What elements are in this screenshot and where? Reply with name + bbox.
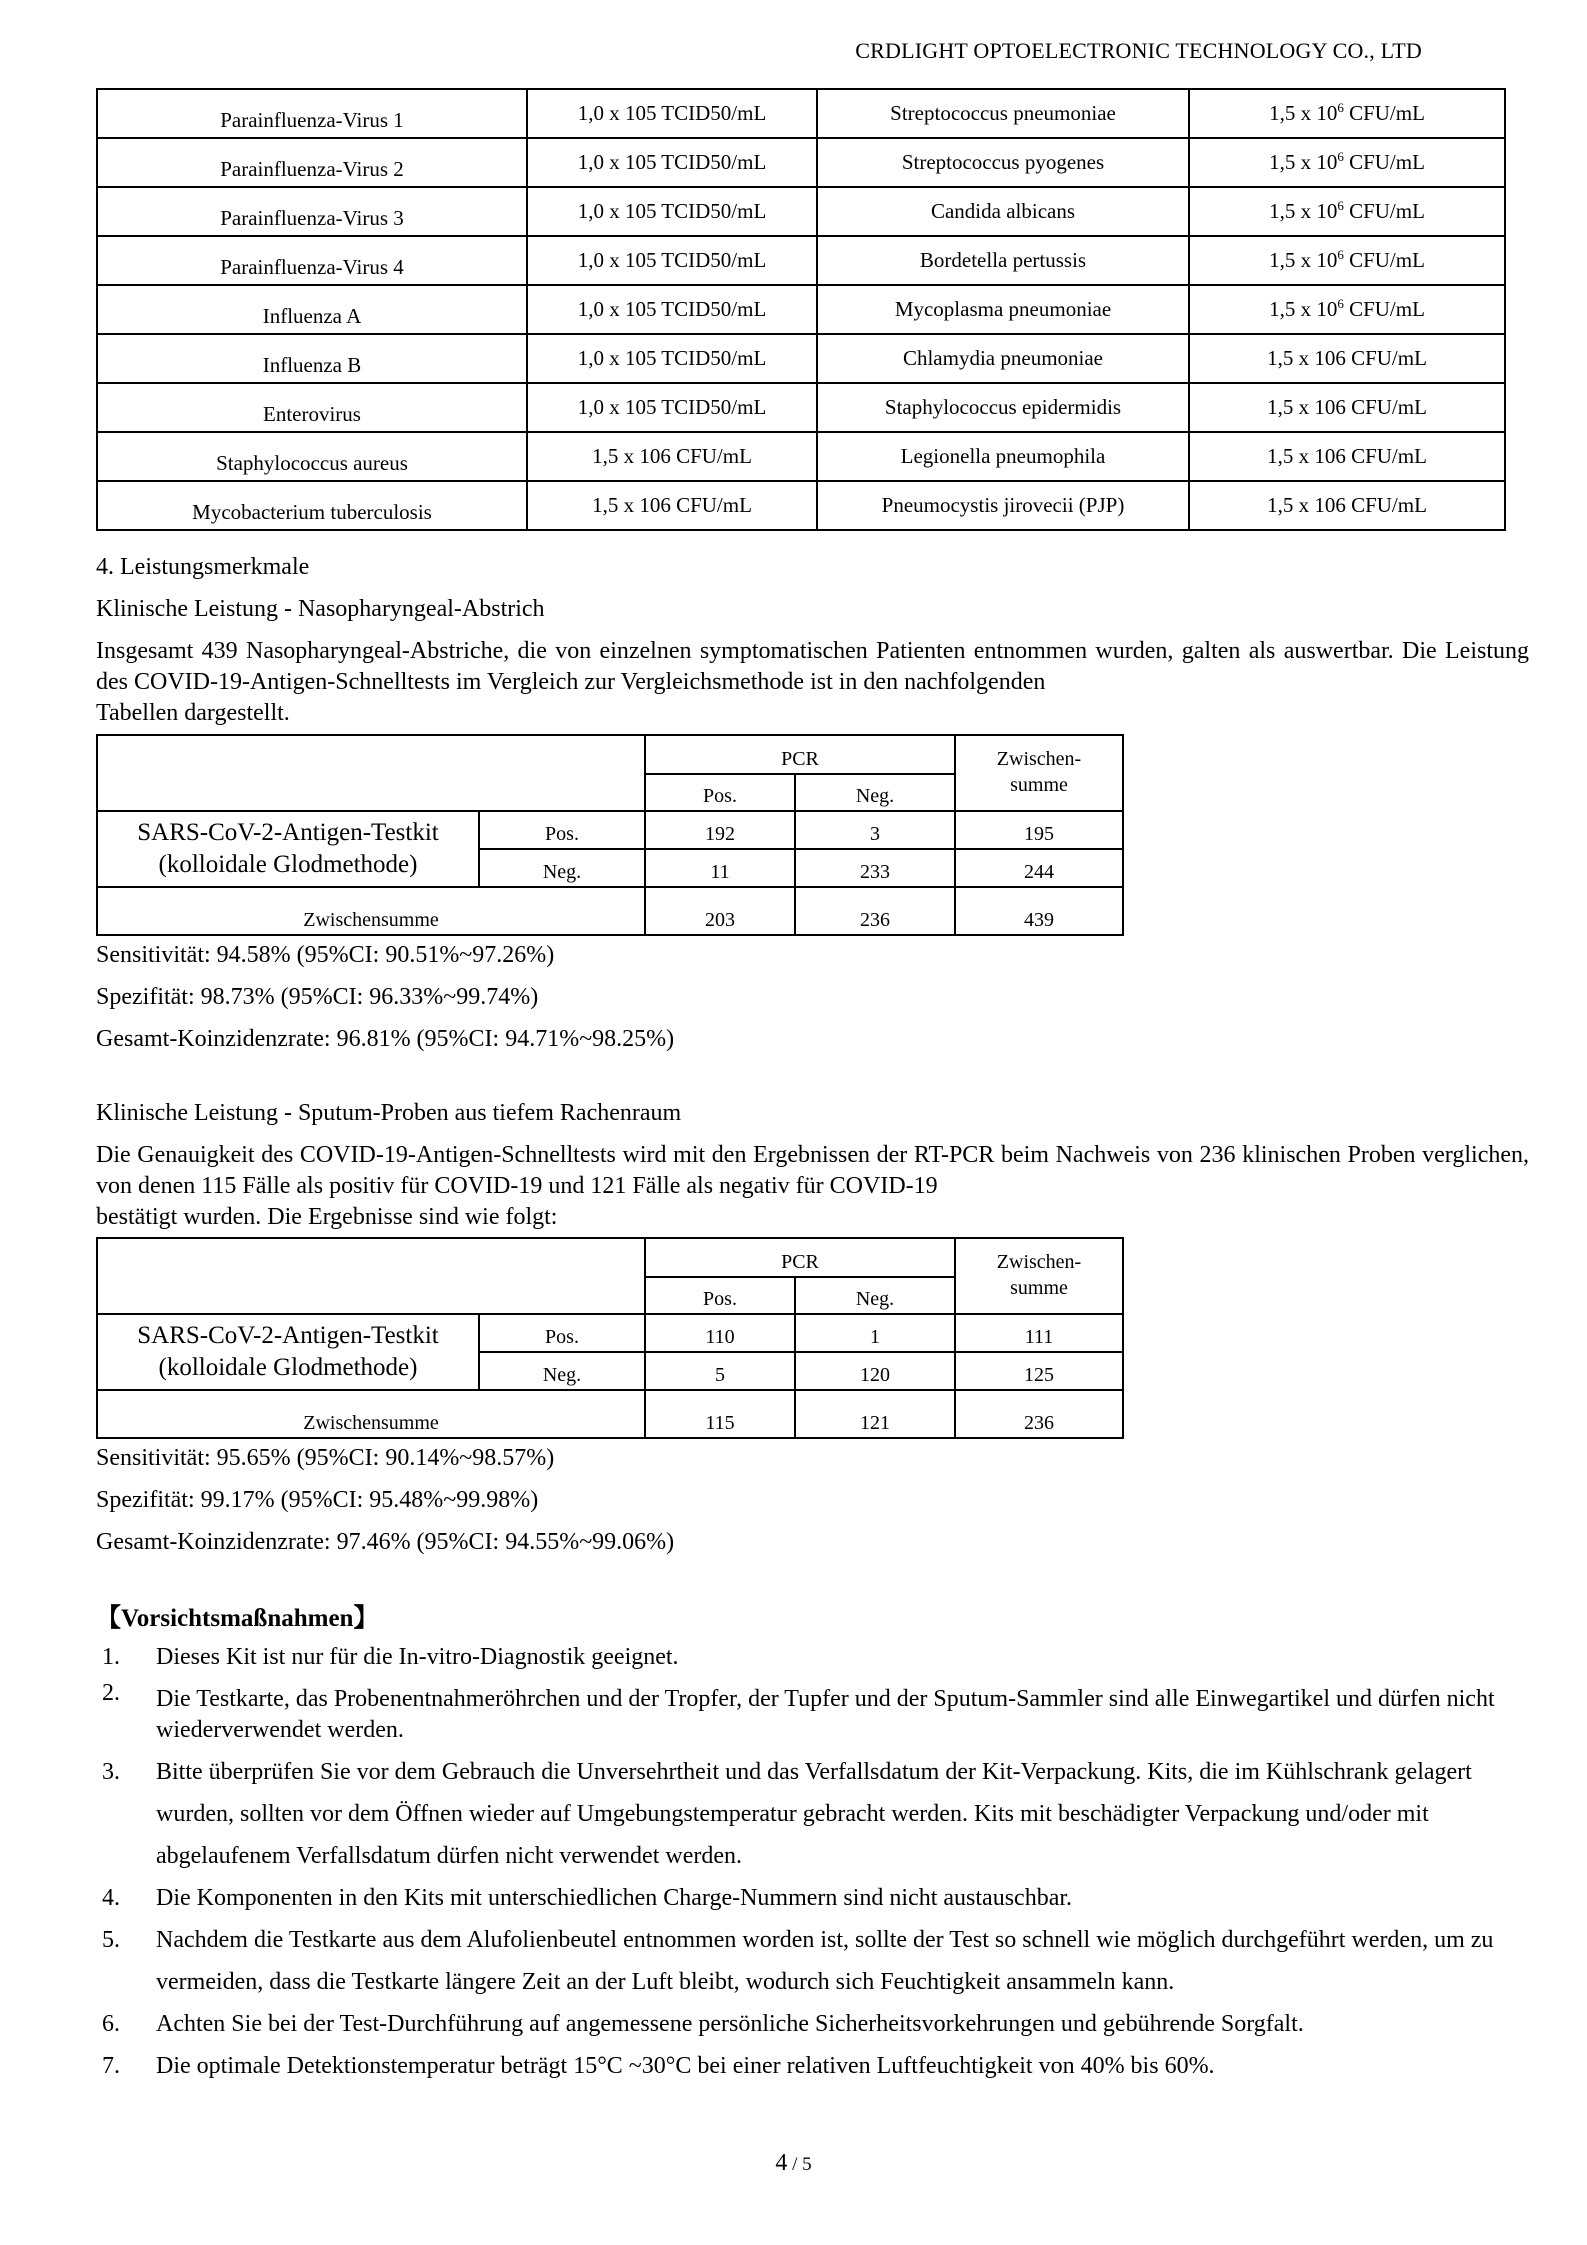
- organism-concentration: 1,0 x 105 TCID50/mL: [527, 383, 817, 432]
- empty-corner-cell: [97, 735, 645, 811]
- concentration-base: 1,5 x 106 CFU/mL: [1267, 346, 1427, 370]
- sputum-paragraph: [96, 1140, 1529, 1233]
- cell-pos-pos: 110: [645, 1314, 795, 1352]
- cell-neg-neg: 233: [795, 849, 955, 887]
- organism-name: Streptococcus pneumoniae: [817, 89, 1189, 138]
- organism-name: Streptococcus pyogenes: [817, 138, 1189, 187]
- cross-table-row: [97, 89, 1505, 138]
- page-total: / 5: [787, 2154, 812, 2175]
- concentration-unit: CFU/mL: [1343, 150, 1425, 174]
- precautions-title: 【Vorsichtsmaßnahmen】: [96, 1605, 379, 1632]
- pcr-neg-header: Neg.: [795, 1277, 955, 1314]
- cell-subtotal-pos: 203: [645, 887, 795, 935]
- organism-concentration: 1,0 x 105 TCID50/mL: [527, 187, 817, 236]
- precaution-number: 6.: [102, 2011, 120, 2037]
- precaution-item: [96, 1678, 1536, 1751]
- concentration-unit: CFU/mL: [1343, 297, 1425, 321]
- subtotal-column-header: Zwischen- summe: [955, 735, 1123, 811]
- sputum-results-table: [96, 1237, 1124, 1439]
- cell-neg-pos: 11: [645, 849, 795, 887]
- empty-corner-cell: [97, 1238, 645, 1314]
- organism-name: Parainfluenza-Virus 3: [97, 187, 527, 236]
- organism-concentration: [1189, 383, 1505, 432]
- concentration-base: 1,5 x 106 CFU/mL: [1267, 395, 1427, 419]
- np-paragraph-last-line: Tabellen dargestellt.: [96, 700, 290, 726]
- organism-name: Enterovirus: [97, 383, 527, 432]
- precaution-text: Die Testkarte, das Probenentnahmeröhrchen und der Tropfer, der Tupfer und der Sputum-Sammler sind alle Einwegartikel und dürfen nicht wiederverwendet werden.: [156, 1686, 1495, 1743]
- sputum-coincidence-rate: Gesamt-Koinzidenzrate: 97.46% (95%CI: 94.55%~99.06%): [96, 1529, 675, 1555]
- organism-name: Parainfluenza-Virus 2: [97, 138, 527, 187]
- cell-subtotal-neg: 236: [795, 887, 955, 935]
- organism-concentration: [1189, 285, 1505, 334]
- concentration-unit: CFU/mL: [1343, 248, 1425, 272]
- precaution-item: [96, 2045, 1536, 2087]
- test-kit-label: SARS-CoV-2-Antigen-Testkit (kolloidale Glodmethode): [97, 811, 479, 887]
- organism-concentration: 1,5 x 106 CFU/mL: [527, 432, 817, 481]
- cross-table-row: [97, 138, 1505, 187]
- cross-table-row: [97, 236, 1505, 285]
- organism-concentration: 1,0 x 105 TCID50/mL: [527, 334, 817, 383]
- pcr-pos-header: Pos.: [645, 1277, 795, 1314]
- cell-pos-subtotal: 195: [955, 811, 1123, 849]
- np-section-title: Klinische Leistung - Nasopharyngeal-Abstrich: [96, 596, 545, 622]
- organism-concentration: 1,5 x 106 CFU/mL: [527, 481, 817, 530]
- pcr-neg-header: Neg.: [795, 774, 955, 811]
- precaution-text: Dieses Kit ist nur für die In-vitro-Diagnostik geeignet.: [156, 1644, 679, 1670]
- cell-neg-subtotal: 125: [955, 1352, 1123, 1390]
- precaution-number: 1.: [102, 1644, 120, 1670]
- np-coincidence-rate: Gesamt-Koinzidenzrate: 96.81% (95%CI: 94.71%~98.25%): [96, 1026, 675, 1052]
- cell-neg-neg: 120: [795, 1352, 955, 1390]
- np-sensitivity: Sensitivität: 94.58% (95%CI: 90.51%~97.26%): [96, 942, 555, 968]
- concentration-exponent: 6: [1337, 296, 1344, 311]
- cross-reactivity-table: [96, 88, 1506, 531]
- np-results-table: [96, 734, 1124, 936]
- organism-concentration: [1189, 481, 1505, 530]
- organism-name: Parainfluenza-Virus 1: [97, 89, 527, 138]
- page-number: [0, 2150, 1587, 2177]
- organism-concentration: 1,0 x 105 TCID50/mL: [527, 236, 817, 285]
- row-neg-label: Neg.: [479, 1352, 645, 1390]
- organism-name: Candida albicans: [817, 187, 1189, 236]
- organism-concentration: [1189, 89, 1505, 138]
- organism-name: Influenza A: [97, 285, 527, 334]
- organism-name: Influenza B: [97, 334, 527, 383]
- cell-pos-neg: 1: [795, 1314, 955, 1352]
- np-paragraph: [96, 636, 1529, 729]
- cell-grand-total: 439: [955, 887, 1123, 935]
- concentration-exponent: 6: [1337, 100, 1344, 115]
- row-pos-label: Pos.: [479, 811, 645, 849]
- cell-pos-pos: 192: [645, 811, 795, 849]
- organism-name: Pneumocystis jirovecii (PJP): [817, 481, 1189, 530]
- organism-concentration: [1189, 187, 1505, 236]
- precautions-list: [96, 1636, 1536, 2087]
- cross-table-row: [97, 481, 1505, 530]
- precaution-item: [96, 1751, 1536, 1877]
- row-neg-label: Neg.: [479, 849, 645, 887]
- pcr-header: PCR: [645, 735, 955, 774]
- page-current: 4: [775, 2150, 788, 2176]
- cross-table-row: [97, 383, 1505, 432]
- cross-table-row: [97, 432, 1505, 481]
- cell-pos-subtotal: 111: [955, 1314, 1123, 1352]
- organism-concentration: [1189, 334, 1505, 383]
- np-paragraph-body: Insgesamt 439 Nasopharyngeal-Abstriche, die von einzelnen symptomatischen Patienten entnommen wurden, galten als auswertbar. Die Leistung des COVID-19-Antigen-Schnelltests im Vergleich zur Vergleichsmethode ist in den nachfolgenden: [96, 638, 1529, 695]
- subtotal-row-label: Zwischensumme: [97, 887, 645, 935]
- precaution-number: 2.: [102, 1680, 120, 1706]
- concentration-exponent: 6: [1337, 247, 1344, 262]
- cell-subtotal-pos: 115: [645, 1390, 795, 1438]
- cross-table-row: [97, 187, 1505, 236]
- organism-name: Mycoplasma pneumoniae: [817, 285, 1189, 334]
- pcr-pos-header: Pos.: [645, 774, 795, 811]
- organism-name: Staphylococcus epidermidis: [817, 383, 1189, 432]
- concentration-base: 1,5 x 10: [1269, 199, 1338, 223]
- company-header: CRDLIGHT OPTOELECTRONIC TECHNOLOGY CO., LTD: [855, 38, 1422, 63]
- concentration-base: 1,5 x 10: [1269, 150, 1338, 174]
- concentration-unit: CFU/mL: [1343, 199, 1425, 223]
- concentration-exponent: 6: [1337, 149, 1344, 164]
- subtotal-row-label: Zwischensumme: [97, 1390, 645, 1438]
- precaution-text: Bitte überprüfen Sie vor dem Gebrauch die Unversehrtheit und das Verfallsdatum der Kit-Verpackung. Kits, die im Kühlschrank gelagert wurden, sollten vor dem Öffnen wieder auf Umgebungstemperatur gebracht werden. Kits mit beschädigter Verpackung und/oder mit abgelaufenem Verfallsdatum dürfen nicht verwendet werden.: [156, 1759, 1472, 1869]
- np-specificity: Spezifität: 98.73% (95%CI: 96.33%~99.74%): [96, 984, 539, 1010]
- precaution-item: [96, 1919, 1536, 2003]
- sputum-specificity: Spezifität: 99.17% (95%CI: 95.48%~99.98%): [96, 1487, 539, 1513]
- precaution-text: Achten Sie bei der Test-Durchführung auf angemessene persönliche Sicherheitsvorkehrungen und gebührende Sorgfalt.: [156, 2011, 1304, 2037]
- concentration-unit: CFU/mL: [1343, 101, 1425, 125]
- cell-neg-pos: 5: [645, 1352, 795, 1390]
- cell-pos-neg: 3: [795, 811, 955, 849]
- organism-name: Mycobacterium tuberculosis: [97, 481, 527, 530]
- precaution-item: [96, 1636, 1536, 1678]
- precaution-text: Nachdem die Testkarte aus dem Alufolienbeutel entnommen worden ist, sollte der Test so schnell wie möglich durchgeführt werden, um zu vermeiden, dass die Testkarte längere Zeit an der Luft bleibt, wodurch sich Feuchtigkeit ansammeln kann.: [156, 1927, 1494, 1995]
- concentration-base: 1,5 x 10: [1269, 297, 1338, 321]
- organism-concentration: 1,0 x 105 TCID50/mL: [527, 285, 817, 334]
- precaution-number: 4.: [102, 1885, 120, 1911]
- cell-subtotal-neg: 121: [795, 1390, 955, 1438]
- cell-neg-subtotal: 244: [955, 849, 1123, 887]
- concentration-base: 1,5 x 106 CFU/mL: [1267, 444, 1427, 468]
- organism-concentration: 1,0 x 105 TCID50/mL: [527, 138, 817, 187]
- organism-concentration: [1189, 236, 1505, 285]
- sputum-paragraph-body: Die Genauigkeit des COVID-19-Antigen-Schnelltests wird mit den Ergebnissen der RT-PCR beim Nachweis von 236 klinischen Proben verglichen, von denen 115 Fälle als positiv für COVID-19 und 121 Fälle als negativ für COVID-19: [96, 1142, 1529, 1199]
- organism-name: Bordetella pertussis: [817, 236, 1189, 285]
- test-kit-label: SARS-CoV-2-Antigen-Testkit (kolloidale Glodmethode): [97, 1314, 479, 1390]
- concentration-exponent: 6: [1337, 198, 1344, 213]
- sputum-section-title: Klinische Leistung - Sputum-Proben aus tiefem Rachenraum: [96, 1100, 682, 1126]
- cross-table-row: [97, 285, 1505, 334]
- precaution-number: 3.: [102, 1759, 120, 1785]
- organism-name: Staphylococcus aureus: [97, 432, 527, 481]
- subtotal-column-header: Zwischen- summe: [955, 1238, 1123, 1314]
- organism-name: Parainfluenza-Virus 4: [97, 236, 527, 285]
- row-pos-label: Pos.: [479, 1314, 645, 1352]
- concentration-base: 1,5 x 10: [1269, 248, 1338, 272]
- precaution-item: [96, 2003, 1536, 2045]
- precaution-item: [96, 1877, 1536, 1919]
- organism-concentration: [1189, 138, 1505, 187]
- section-heading: 4. Leistungsmerkmale: [96, 554, 310, 580]
- cross-table-row: [97, 334, 1505, 383]
- precaution-text: Die Komponenten in den Kits mit unterschiedlichen Charge-Nummern sind nicht austauschbar.: [156, 1885, 1073, 1911]
- sputum-paragraph-last-line: bestätigt wurden. Die Ergebnisse sind wie folgt:: [96, 1204, 558, 1230]
- pcr-header: PCR: [645, 1238, 955, 1277]
- organism-concentration: [1189, 432, 1505, 481]
- precaution-text: Die optimale Detektionstemperatur beträgt 15°C ~30°C bei einer relativen Luftfeuchtigkeit von 40% bis 60%.: [156, 2053, 1215, 2079]
- sputum-sensitivity: Sensitivität: 95.65% (95%CI: 90.14%~98.57%): [96, 1445, 555, 1471]
- concentration-base: 1,5 x 10: [1269, 101, 1338, 125]
- concentration-base: 1,5 x 106 CFU/mL: [1267, 493, 1427, 517]
- organism-name: Chlamydia pneumoniae: [817, 334, 1189, 383]
- cell-grand-total: 236: [955, 1390, 1123, 1438]
- organism-name: Legionella pneumophila: [817, 432, 1189, 481]
- precaution-number: 5.: [102, 1927, 120, 1953]
- precaution-number: 7.: [102, 2053, 120, 2079]
- organism-concentration: 1,0 x 105 TCID50/mL: [527, 89, 817, 138]
